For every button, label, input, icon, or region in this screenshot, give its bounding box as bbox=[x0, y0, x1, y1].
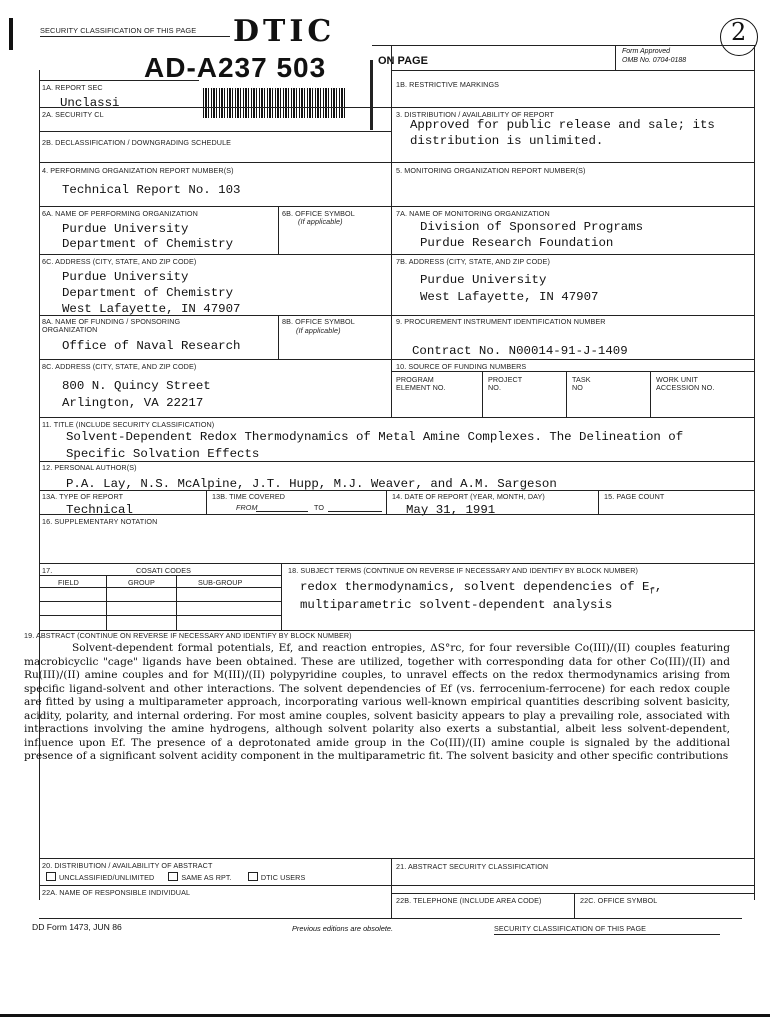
cosati-number: 17. bbox=[42, 566, 53, 575]
procurement-label: 9. PROCUREMENT INSTRUMENT IDENTIFICATION NUMBER bbox=[396, 317, 606, 326]
same-as-rpt-option: SAME AS RPT. bbox=[181, 873, 232, 882]
project-label-1: PROJECT bbox=[488, 375, 523, 384]
office-symbol-8b-note: (If applicable) bbox=[296, 326, 341, 335]
funding-numbers-label: 10. SOURCE OF FUNDING NUMBERS bbox=[396, 362, 527, 371]
row-line-12 bbox=[39, 563, 754, 564]
cosati-col-divider-2 bbox=[176, 575, 177, 630]
footer-security-classification: SECURITY CLASSIFICATION OF THIS PAGE bbox=[494, 924, 647, 933]
office-symbol-22c-label: 22C. OFFICE SYMBOL bbox=[580, 896, 658, 905]
dtic-stamp: DTIC bbox=[233, 14, 336, 49]
row-line-14 bbox=[39, 858, 754, 859]
address-7b-line-1: Purdue University bbox=[420, 273, 547, 287]
scan-edge-mark bbox=[9, 18, 13, 50]
office-symbol-divider-6b bbox=[278, 206, 279, 254]
title-line-2: Specific Solvation Effects bbox=[66, 447, 260, 461]
abstract-body: Solvent-dependent formal potentials, Ef, and reaction entropies, ΔS°rc, for four reversible Co(III)/(II) couples featuring macrobicyclic "cage" ligands have been obtained. These are utilized, together with corresponding data for other Co(III)/(II) and Ru(III)/(II) amine couples and for M(III)/(II) polypyridine couples, to unravel effects on the redox thermodynamics arising from specific ligand-solvent and other interactions. The solvent dependencies of Ef (vs. ferrocenium-ferrocene) for each redox couple are fitted by using a multiparameter approach, incorporating various well-known empirical quantities describing solvent basicity, acidity, polarity, and internal ordering. For most amine couples, solvent basicity appears to play a prevailing role, associated with interactions involving the amine hydrogens, although solvent polarity also exerts a substantial, albeit less solvent-dependent, influence upon Ef. The presence of a deprotonated amide group in the Co(III)/(II) amine couple is signaled by the additional presence of a significant solvent acidity component in the multiparametric fit. The solvent basicity and other specific contributions bbox=[24, 642, 730, 762]
from-underline bbox=[256, 511, 308, 512]
address-8c-label: 8C. ADDRESS (CITY, STATE, AND ZIP CODE) bbox=[42, 362, 197, 371]
address-8c-line-2: Arlington, VA 22217 bbox=[62, 396, 204, 410]
subject-terms-divider bbox=[281, 563, 282, 630]
scan-bottom-bar bbox=[0, 1014, 770, 1017]
group-label: GROUP bbox=[128, 578, 155, 587]
mid-divider-top bbox=[391, 45, 392, 359]
distribution-line-2: distribution is unlimited. bbox=[410, 134, 604, 148]
row-line-15 bbox=[39, 885, 754, 886]
performing-org-report-value: Technical Report No. 103 bbox=[62, 183, 241, 197]
time-covered-label: 13B. TIME COVERED bbox=[212, 492, 286, 501]
address-6c-line-2: Department of Chemistry bbox=[62, 286, 234, 300]
date-value: May 31, 1991 bbox=[406, 503, 496, 517]
same-as-rpt-checkbox[interactable] bbox=[168, 872, 178, 881]
responsible-label: 22A. NAME OF RESPONSIBLE INDIVIDUAL bbox=[42, 888, 191, 897]
previous-editions: Previous editions are obsolete. bbox=[292, 924, 394, 933]
address-8c-line-1: 800 N. Quincy Street bbox=[62, 379, 211, 393]
page-count-divider bbox=[598, 490, 599, 514]
title-label-text: 11. TITLE (INCLUDE SECURITY CLASSIFICATION) bbox=[42, 420, 215, 429]
security-classification-header: SECURITY CLASSIFICATION OF THIS PAGE bbox=[40, 26, 197, 35]
cosati-row-line-1 bbox=[39, 587, 281, 588]
row-line-9 bbox=[39, 461, 754, 462]
report-type-value: Technical bbox=[66, 503, 133, 517]
date-divider bbox=[386, 490, 387, 514]
frame-left bbox=[39, 70, 40, 900]
row-line-16 bbox=[391, 893, 754, 894]
cosati-col-divider-1 bbox=[106, 575, 107, 630]
office-symbol-22c-divider bbox=[574, 893, 575, 918]
procurement-value: Contract No. N00014-91-J-1409 bbox=[412, 344, 628, 358]
task-label-2: NO bbox=[572, 383, 583, 392]
monitoring-org-name-line-2: Purdue Research Foundation bbox=[420, 236, 614, 250]
time-covered-divider bbox=[206, 490, 207, 514]
distribution-options bbox=[46, 872, 305, 882]
office-symbol-6b-label: 6B. OFFICE SYMBOL bbox=[282, 209, 355, 218]
title-line-1: Solvent-Dependent Redox Thermodynamics of Metal Amine Complexes. The Delineation of bbox=[66, 430, 684, 444]
distribution-abstract-label: 20. DISTRIBUTION / AVAILABILITY OF ABSTRACT bbox=[42, 861, 213, 870]
address-6c-label: 6C. ADDRESS (CITY, STATE, AND ZIP CODE) bbox=[42, 257, 197, 266]
row-line-8 bbox=[39, 417, 754, 418]
address-6c-line-3: West Lafayette, IN 47907 bbox=[62, 302, 241, 316]
row-line-6 bbox=[39, 315, 754, 316]
distribution-line-1: Approved for public release and sale; its bbox=[410, 118, 715, 132]
row-line-1a bbox=[39, 80, 199, 81]
report-security-value: Unclassi bbox=[60, 96, 120, 110]
monitoring-org-report-label: 5. MONITORING ORGANIZATION REPORT NUMBER(S) bbox=[396, 166, 586, 175]
row-line-11 bbox=[39, 514, 754, 515]
cosati-label: COSATI CODES bbox=[136, 566, 191, 575]
address-6c-line-1: Purdue University bbox=[62, 270, 189, 284]
work-unit-label-2: ACCESSION NO. bbox=[656, 383, 715, 392]
unclassified-option: UNCLASSIFIED/UNLIMITED bbox=[59, 873, 155, 882]
office-symbol-6b-note: (If applicable) bbox=[298, 217, 343, 226]
abstract-security-divider bbox=[391, 858, 392, 918]
dtic-users-option: DTIC USERS bbox=[260, 873, 306, 882]
cosati-row-line-3 bbox=[39, 615, 281, 616]
row-line-7 bbox=[39, 359, 754, 360]
performing-org-name-line-2: Department of Chemistry bbox=[62, 237, 234, 251]
abstract-security-label: 21. ABSTRACT SECURITY CLASSIFICATION bbox=[396, 862, 549, 871]
header-underline bbox=[40, 36, 230, 37]
row-line-1 bbox=[391, 70, 754, 71]
performing-org-name-line-1: Purdue University bbox=[62, 222, 189, 236]
program-element-label-2: ELEMENT NO. bbox=[396, 383, 446, 392]
telephone-label: 22B. TELEPHONE (INCLUDE AREA CODE) bbox=[396, 896, 542, 905]
form-approved-line: Form Approved bbox=[622, 48, 670, 55]
form-approved-divider bbox=[615, 45, 616, 70]
frame-top bbox=[372, 45, 754, 46]
project-label-2: NO. bbox=[488, 383, 502, 392]
frame-bottom bbox=[39, 918, 742, 919]
monitoring-org-name-line-1: Division of Sponsored Programs bbox=[420, 220, 644, 234]
funding-org-label-2: ORGANIZATION bbox=[42, 325, 98, 334]
form-number: DD Form 1473, JUN 86 bbox=[32, 922, 122, 932]
funding-col-divider-1 bbox=[482, 371, 483, 417]
funding-numbers-underline bbox=[391, 371, 754, 372]
subgroup-label: SUB-GROUP bbox=[198, 578, 243, 587]
subject-terms-line-1 bbox=[300, 580, 662, 596]
cosati-header-line bbox=[39, 575, 281, 576]
performing-org-report-label: 4. PERFORMING ORGANIZATION REPORT NUMBER(S) bbox=[42, 166, 234, 175]
from-label: FROM bbox=[236, 503, 258, 512]
security-class-authority-label: 2A. SECURITY CL bbox=[42, 110, 104, 119]
abstract-text bbox=[24, 642, 730, 764]
address-7b-line-2: West Lafayette, IN 47907 bbox=[420, 290, 599, 304]
row-line-4 bbox=[39, 206, 754, 207]
date-label: 14. DATE OF REPORT (YEAR, MONTH, DAY) bbox=[392, 492, 545, 501]
subject-terms-comma: , bbox=[654, 580, 663, 594]
form-approved bbox=[622, 47, 686, 65]
work-unit-label-1: WORK UNIT bbox=[656, 375, 699, 384]
field-label: FIELD bbox=[58, 578, 79, 587]
to-underline bbox=[328, 511, 382, 512]
omb-number: OMB No. 0704-0188 bbox=[622, 57, 687, 64]
funding-org-label-1: 8A. NAME OF FUNDING / SPONSORING bbox=[42, 317, 181, 326]
office-symbol-divider-8b bbox=[278, 315, 279, 359]
address-7b-label: 7B. ADDRESS (CITY, STATE, AND ZIP CODE) bbox=[396, 257, 550, 266]
funding-col-divider-3 bbox=[650, 371, 651, 417]
row-line-3 bbox=[39, 162, 754, 163]
monitoring-org-name-label: 7A. NAME OF MONITORING ORGANIZATION bbox=[396, 209, 550, 218]
authors-label: 12. PERSONAL AUTHOR(S) bbox=[42, 463, 137, 472]
row-line-2 bbox=[39, 107, 754, 108]
office-symbol-8b-label: 8B. OFFICE SYMBOL bbox=[282, 317, 355, 326]
report-security-label: 1A. REPORT SEC bbox=[42, 83, 103, 92]
frame-right bbox=[754, 45, 755, 900]
mid-divider-row-10 bbox=[391, 359, 392, 417]
performing-org-name-label: 6A. NAME OF PERFORMING ORGANIZATION bbox=[42, 209, 198, 218]
task-label-1: TASK bbox=[572, 375, 591, 384]
program-element-label-1: PROGRAM bbox=[396, 375, 434, 384]
funding-org-value: Office of Naval Research bbox=[62, 339, 241, 353]
page-title: ON PAGE bbox=[378, 55, 428, 67]
funding-col-divider-2 bbox=[566, 371, 567, 417]
declassification-label: 2B. DECLASSIFICATION / DOWNGRADING SCHEDULE bbox=[42, 138, 232, 147]
handwritten-number: 2 bbox=[731, 18, 747, 46]
to-label: TO bbox=[314, 503, 325, 512]
subject-terms-line-2: multiparametric solvent-dependent analysis bbox=[300, 598, 613, 612]
subject-terms-text-1: redox thermodynamics, solvent dependencies of E bbox=[300, 580, 650, 594]
dtic-users-checkbox[interactable] bbox=[248, 872, 258, 881]
row-line-2b bbox=[39, 131, 391, 132]
supplementary-label: 16. SUPPLEMENTARY NOTATION bbox=[42, 517, 158, 526]
subject-terms-subscript: f bbox=[649, 586, 655, 597]
cosati-row-line-2 bbox=[39, 601, 281, 602]
barcode bbox=[203, 88, 345, 118]
subject-terms-label: 18. SUBJECT TERMS (CONTINUE ON REVERSE IF NECESSARY AND IDENTIFY BY BLOCK NUMBER) bbox=[288, 566, 638, 575]
distribution-label: 3. DISTRIBUTION / AVAILABILITY OF REPORT bbox=[396, 110, 555, 119]
authors-value: P.A. Lay, N.S. McAlpine, J.T. Hupp, M.J. Weaver, and A.M. Sargeson bbox=[66, 477, 557, 491]
report-id: AD-A237 503 bbox=[144, 52, 327, 83]
unclassified-checkbox[interactable] bbox=[46, 872, 56, 881]
title-label bbox=[42, 420, 214, 429]
footer-underline bbox=[494, 934, 720, 935]
abstract-label: 19. ABSTRACT (CONTINUE ON REVERSE IF NECESSARY AND IDENTIFY BY BLOCK NUMBER) bbox=[24, 631, 352, 640]
restrictive-markings-label: 1B. RESTRICTIVE MARKINGS bbox=[396, 80, 500, 89]
mid-divider-top-left bbox=[370, 60, 373, 130]
page-count-label: 15. PAGE COUNT bbox=[604, 492, 665, 501]
row-line-10 bbox=[39, 490, 754, 491]
row-line-5 bbox=[39, 254, 754, 255]
report-type-label: 13A. TYPE OF REPORT bbox=[42, 492, 124, 501]
